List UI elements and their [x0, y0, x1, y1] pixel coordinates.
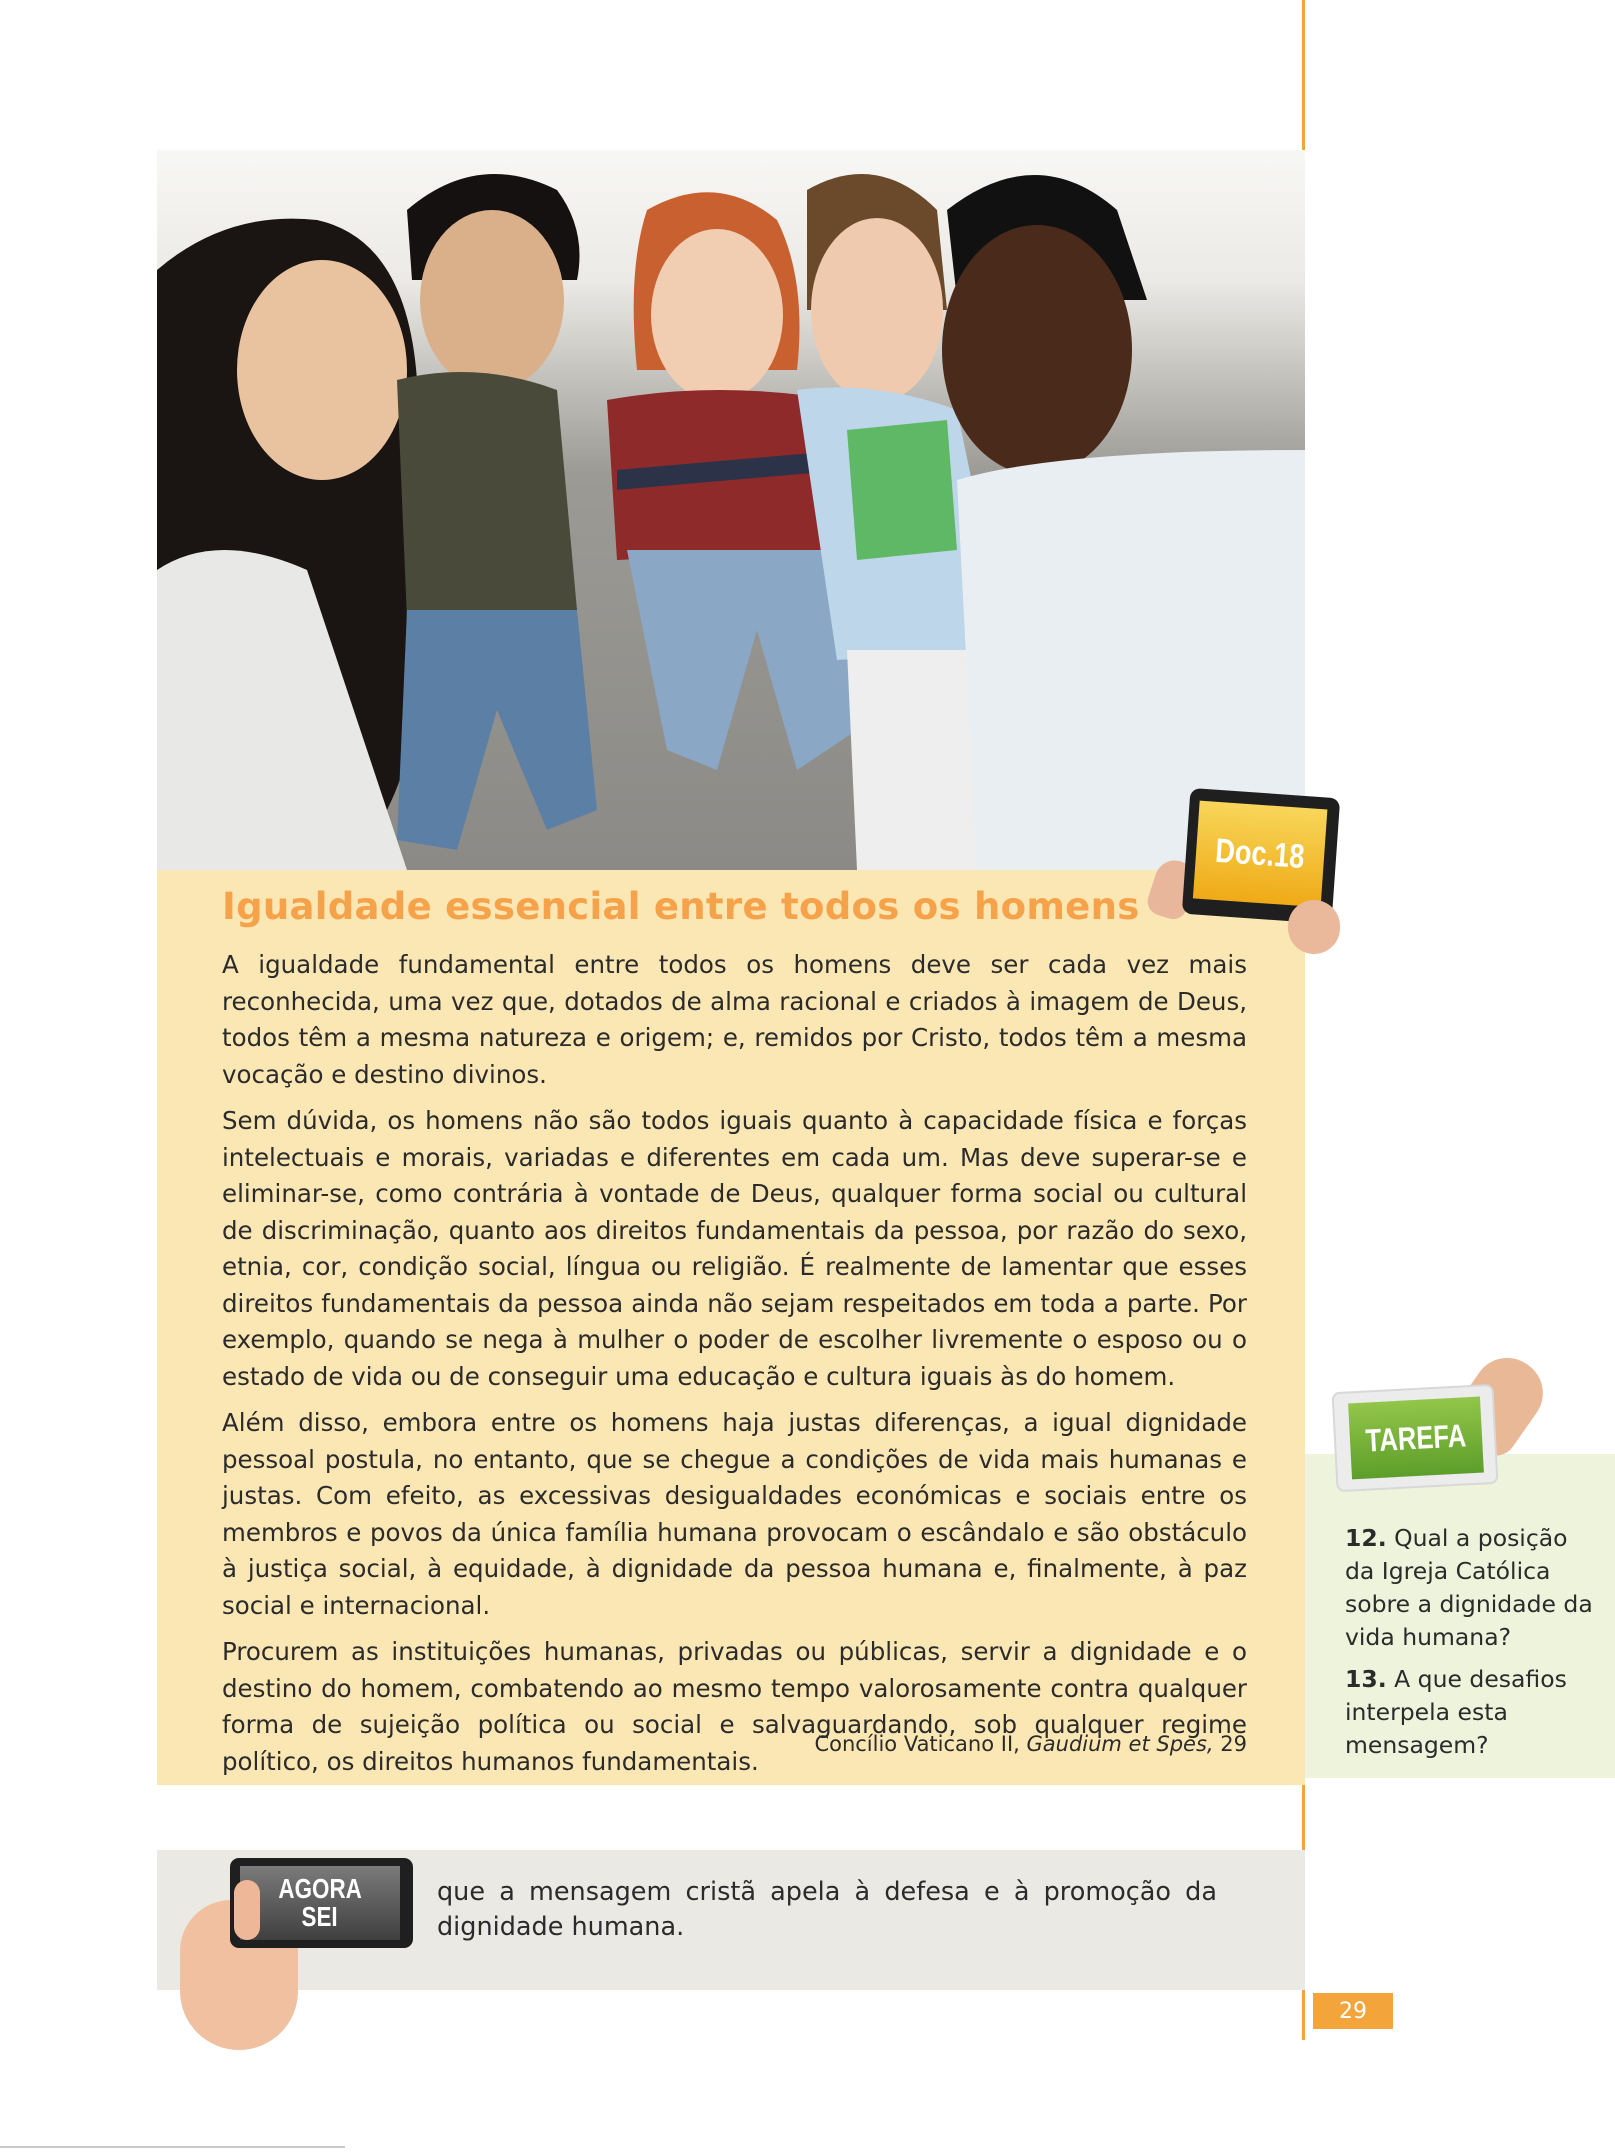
- tarefa-tablet-badge: [1331, 1384, 1498, 1492]
- doc-badge-label: Doc.18: [1214, 831, 1306, 876]
- hand-illustration: [1288, 900, 1340, 954]
- document-paragraph: Além disso, embora entre os homens haja justas diferenças, a igual dignidade pessoal postula, no entanto, que se chegue a condições de vida mais humanas e justas. Com efeito, as excessivas desigualdades económicas e sociais entre os membros e povos da única família humana provocam o escândalo e são obstáculo à justiça social, à equidade, à dignidade da pessoa humana e, finalmente, à paz social e internacional.: [222, 1408, 1247, 1620]
- agora-sei-tablet-screen: [240, 1866, 400, 1940]
- document-paragraph: A igualdade fundamental entre todos os homens deve ser cada vez mais reconhecida, uma vez que, dotados de alma racional e criados à imagem de Deus, todos têm a mesma natureza e origem; e, remidos por Cristo, todos têm a mesma vocação e destino divinos.: [222, 950, 1247, 1089]
- agora-sei-label-line1: AGORA: [278, 1873, 362, 1904]
- tarefa-question: [1345, 1663, 1595, 1762]
- tarefa-question: [1345, 1522, 1595, 1654]
- thumb-illustration: [234, 1880, 260, 1940]
- bottom-divider: [0, 2146, 345, 2148]
- page-number: 29: [1313, 1993, 1393, 2029]
- tarefa-label: TAREFA: [1364, 1416, 1468, 1459]
- question-text: A que desafios interpela esta mensagem?: [1345, 1665, 1567, 1759]
- agora-sei-text: que a mensagem cristã apela à defesa e à promoção da dignidade humana.: [437, 1877, 1217, 1942]
- document-paragraph: Sem dúvida, os homens não são todos iguais quanto à capacidade física e forças intelectuais e morais, variadas e diferentes em cada um. Mas deve superar-se e eliminar-se, como contrária à vontade de Deus, qualquer forma social ou cultural de discriminação, quanto aos direitos fundamentais da pessoa, por razão do sexo, etnia, cor, condição social, língua ou religião. É realmente de lamentar que esses direitos fundamentais da pessoa ainda não sejam respeitados em toda a parte. Por exemplo, quando se nega à mulher o poder de escolher livremente o esposo ou o estado de vida ou de conseguir uma educação e cultura iguais às do homem.: [222, 1106, 1247, 1391]
- document-source: [814, 1732, 1247, 1756]
- source-author: Concílio Vaticano II,: [814, 1732, 1027, 1756]
- source-reference: 29: [1213, 1732, 1247, 1756]
- group-photo: [157, 150, 1305, 870]
- document-title: Igualdade essencial entre todos os homens: [222, 885, 1140, 928]
- question-number: 13.: [1345, 1665, 1387, 1693]
- question-text: Qual a posição da Igreja Católica sobre a dignidade da vida humana?: [1345, 1524, 1593, 1651]
- doc-tablet-screen: [1193, 801, 1328, 908]
- question-number: 12.: [1345, 1524, 1387, 1552]
- source-work: Gaudium et Spes,: [1026, 1732, 1214, 1756]
- tarefa-tablet-screen: [1348, 1397, 1484, 1480]
- agora-sei-label-line2: SEI: [301, 1901, 339, 1932]
- document-body: [222, 947, 1247, 1790]
- document-paragraph: Procurem as instituições humanas, privadas ou públicas, servir a dignidade e o destino do homem, combatendo ao mesmo tempo valorosamente contra qualquer forma de sujeição política ou social e salvaguardando, sob qualquer regime político, os direitos humanos fundamentais.: [222, 1637, 1247, 1776]
